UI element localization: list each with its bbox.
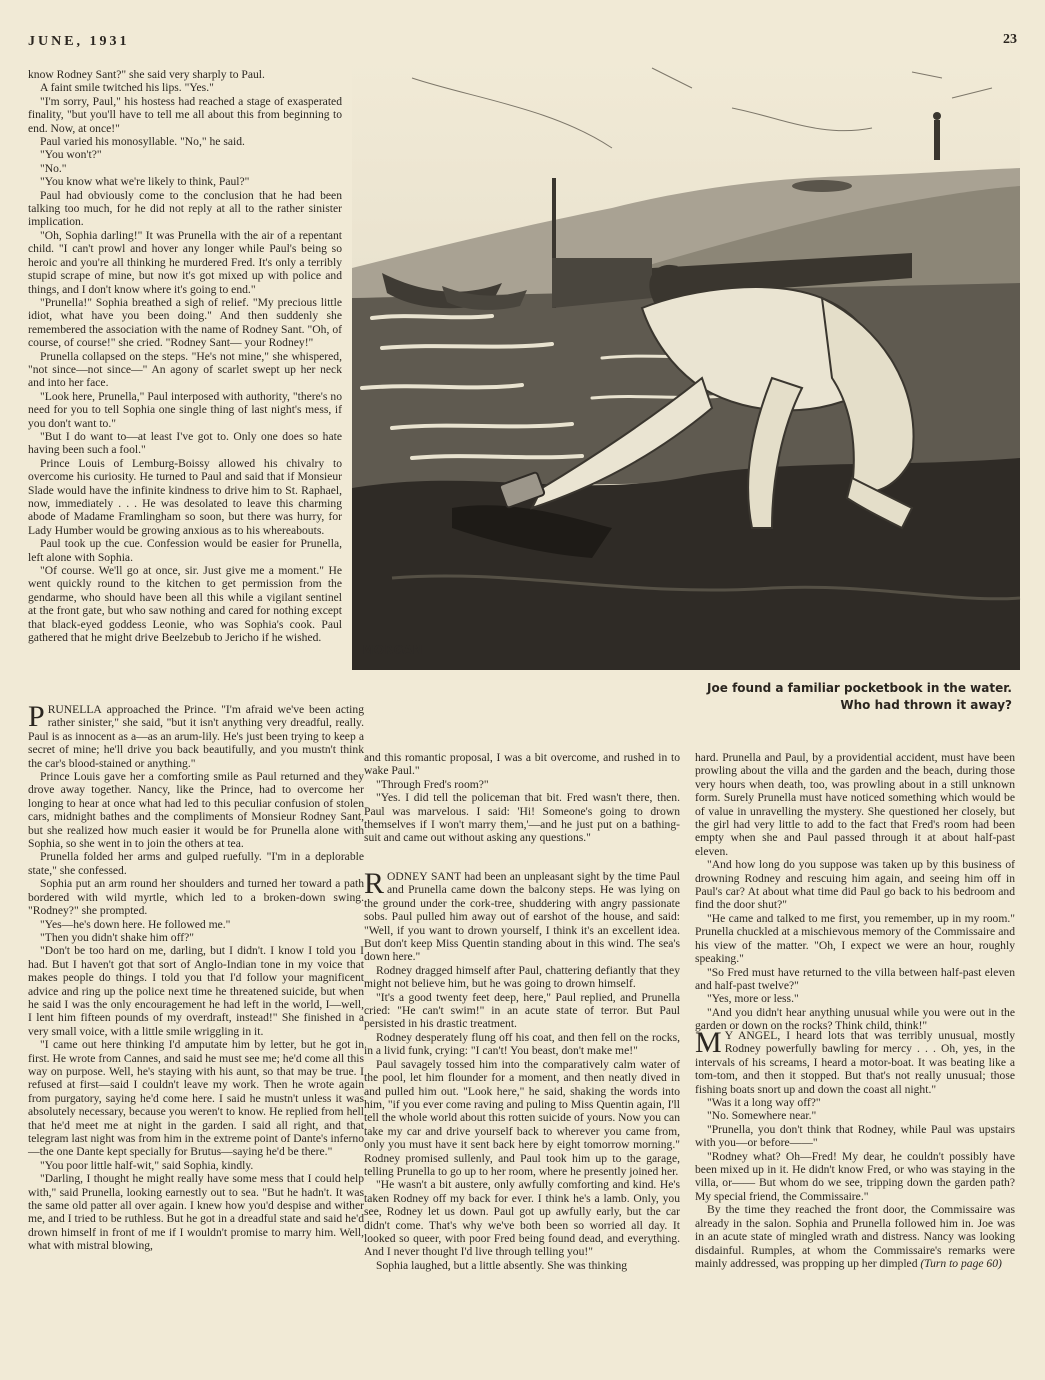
paragraph: Paul savagely tossed him into the comparatively calm water of the pool, let him flounder for a moment, and then neatly dived in and pulled him out. "Look here," he said, shaking the words into him, "if you ever come raving and puling to Miss Quentin again, I'll tell the whole world about this rotten suicide of yours. Now you can take my car and drive yourself back to wherever you came from, only you must have it sent back here by eight tomorrow morning." Rodney promised sullenly, and Paul took him up to the garage, telling Prunella to go up to her room, where he presently joined her.	[364, 1057, 680, 1178]
paragraph: Paul had obviously come to the conclusion that he had been talking too much, for he did not reply at all to the rather sinister implication.	[28, 188, 342, 229]
paragraph: Sophia put an arm round her shoulders and turned her toward a path bordered with wild myrtle, which led to a broken-down swing. "Rodney?" she prompted.	[28, 877, 364, 918]
paragraph: By the time they reached the front door, the Commissaire was already in the salon. Sophia and Prunella followed him in. Joe was in an acute state of mingled wrath and distress. Nancy was looking disdainful. Rumples, at whom the Commissaire's remarks were mainly addressed, was propping up her dimpled (Turn to page 60)	[695, 1203, 1015, 1270]
illustration-drawing	[352, 58, 1020, 670]
paragraph-text: SANT had been an unpleasant sight by the time Paul and Prunella came down the balcony steps. He was lying on the ground under the cork-tree, shuddering with angry passionate sobs. Paul pulled him away out of earshot of the house, and said: "Well, if you want to drown yourself, I think it's an excellent idea. But don't keep Miss Quentin standing about in this wind. The sea's down here."	[364, 870, 680, 964]
story-illustration	[352, 58, 1020, 670]
paragraph: "But I do want to—at least I've got to. Only one does so hate having been such a fool."	[28, 429, 342, 457]
section-opening-paragraph	[364, 867, 680, 964]
paragraph-text: approached the Prince. "I'm afraid we've been acting rather sinister," she said, "but it isn't anything very dreadful, really. Paul is as innocent as a—as an arum-lily. He's just been trying to keep a secret of mine; he'll drive you back beautifully, and you mustn't think the car's blood-stained or anything."	[28, 703, 364, 770]
page-number: 23	[1003, 32, 1017, 47]
paragraph: "I'm sorry, Paul," his hostess had reached a stage of exasperated finality, "but you'll have to tell me all about this from beginning to end. Now, at once!"	[28, 94, 342, 135]
paragraph: "You poor little half-wit," said Sophia, kindly.	[40, 1158, 254, 1172]
illustration-caption: Joe found a familiar pocketbook in the water. Who had thrown it away?	[707, 681, 1012, 712]
lead-in: ODNEY	[387, 870, 428, 883]
column-1-top	[28, 68, 342, 693]
lead-in: RUNELLA	[47, 703, 102, 716]
paragraph: "No."	[40, 161, 67, 175]
paragraph: "No. Somewhere near."	[707, 1109, 817, 1123]
paragraph: "Yes—he's down here. He followed me."	[40, 917, 231, 931]
paragraph: Rodney dragged himself after Paul, chattering defiantly that they might not believe him, but he was going to drown himself.	[364, 963, 680, 991]
paragraph: "Of course. We'll go at once, sir. Just give me a moment." He went quickly round to the kitchen to get permission from the gendarme, who should have been all this while a vigilant sentinel at the front gate, but who saw nothing and cared for nothing except that black-eyed goddess Leonie, who was Sophia's cook. Paul gathered that he might drive Beelzebub to Jericho if he wished.	[28, 564, 342, 645]
column-2-top	[364, 751, 680, 861]
paragraph-text: I heard lots that was terribly unusual, mostly Rodney powerfully bawling for mercy . . . Oh, yes, in the intervals of his screams, I heard a motor-boat. It was beating like a tom-tom, and then it stopped. But that's not really unusual; those fishing boats snort up and down the coast all night."	[695, 1029, 1015, 1096]
paragraph: "And you didn't hear anything unusual while you were out in the garden or down on the rocks? Think child, think!"	[695, 1005, 1015, 1033]
column-3-bottom	[695, 1026, 1015, 1371]
drop-cap: P	[28, 700, 45, 733]
paragraph: "You won't?"	[40, 148, 102, 162]
column-1-bottom	[28, 700, 364, 1371]
paragraph: know Rodney Sant?" she said very sharply to Paul.	[28, 68, 265, 81]
paragraph: "You know what we're likely to think, Paul?"	[40, 175, 250, 189]
paragraph: "Prunella, you don't think that Rodney, while Paul was upstairs with you—or before——"	[695, 1122, 1015, 1150]
column-3-top	[695, 751, 1015, 1033]
paragraph: Prunella folded her arms and gulped ruefully. "I'm in a deplorable state," she confessed.	[28, 850, 364, 877]
paragraph: Prince Louis of Lemburg-Boissy allowed his chivalry to overcome his curiosity. He turned to Paul and said that if Monsieur Slade would have the infinite kindness to drive him to St. Raphael, now, immediately . . . He was desolated to leave this charming abode of Madame Framlingham so soon, but there was hurry, for Lady Humber would be growing anxious as to his whereabouts.	[28, 456, 342, 537]
paragraph: "Rodney what? Oh—Fred! My dear, he couldn't possibly have been mixed up in it. He didn't know Fred, or who was staying in the villa, or—— But whom do we see, tripping down the garden path? My special friend, the Commissaire."	[695, 1149, 1015, 1203]
paragraph: hard. Prunella and Paul, by a providential accident, must have been prowling about the villa and the garden and the beach, during those very hours when death, too, was prowling about in a still unknown form. Surely Prunella must have noticed something which would be of value in unravelling the mystery. She questioned her closely, but the girl had very little to add to the fact that Fred's room had been empty when she and Paul passed through it at about half-past eleven.	[695, 751, 1015, 858]
paragraph: "So Fred must have returned to the villa between half-past eleven and half-past twelve?"	[695, 965, 1015, 992]
paragraph: "It's a good twenty feet deep, here," Paul replied, and Prunella cried: "He can't swim!" in an acute state of terror. But Paul persisted in his drastic treatment.	[364, 990, 680, 1031]
column-2-bottom	[364, 867, 680, 1371]
paragraph: and this romantic proposal, I was a bit overcome, and rushed in to wake Paul."	[364, 751, 680, 778]
drop-cap: R	[364, 867, 385, 900]
paragraph: Prince Louis gave her a comforting smile as Paul returned and they drove away together. Nancy, like the Prince, had to overcome her longing to hear at once what had led to this peculiar confusion of stolen cars, midnight bathes and the compliments of Monsieur Rodney Sant, but she realized how much easier it would be for Prunella alone with Sophia, so she went in to join the others at tea.	[28, 770, 364, 851]
paragraph: "Oh, Sophia darling!" It was Prunella with the air of a repentant child. "I can't prowl and hover any longer while Paul's being so heroic and you're all thinking he murdered Fred. It's only a terribly stupid scrape of mine, but now it's got mixed up with police and things, and I don't know where it's going to end."	[28, 228, 342, 296]
paragraph: "Yes, more or less."	[707, 992, 799, 1006]
paragraph: "He wasn't a bit austere, only awfully comforting and kind. He's taken Rodney off my back for ever. I think he's a lamb. Only, you see, Rodney let us down. Paul got up awfully early, but the car didn't come. That's why we've both been so worried all day. It looked so queer, with poor Fred being found dead, and everything. And I never thought I'd live through telling you!"	[364, 1178, 680, 1259]
paragraph: Paul varied his monosyllable. "No," he said.	[40, 135, 245, 149]
paragraph: "Look here, Prunella," Paul interposed with authority, "there's no need for you to tell Sophia one single thing of last night's mess, if you don't want to."	[28, 389, 342, 430]
paragraph: A faint smile twitched his lips. "Yes."	[40, 81, 214, 95]
section-opening-paragraph	[28, 700, 364, 770]
paragraph: "Through Fred's room?"	[376, 777, 489, 791]
drop-cap: M	[695, 1026, 722, 1059]
paragraph: "Don't be too hard on me, darling, but I didn't. I know I told you I had. But I haven't got that sort of Anglo-Indian tone in my voice that makes people do things. I told you that I'd follow your magnificent advice and ring up the police next time he threatened suicide, but when he said I was the only encouragement he had left in the world, I—well, I lent him fifteen pounds of my overdraft, instead!" She finished in a very small voice, with a little smile wriggling in it.	[28, 944, 364, 1038]
paragraph: "He came and talked to me first, you remember, up in my room." Prunella chuckled at a mischievous memory of the Commissaire and his view of the matter. "Oh, I expect we were an hour, roughly speaking."	[695, 911, 1015, 966]
paragraph: "Darling, I thought he might really have some mess that I could help with," said Prunella, looking earnestly out to sea. "But he hadn't. It was the same old patter all over again. I knew how you'd despise and wither me, and I tried to be ruthless. But he got in a dreadful state and said he'd drown himself in front of me if I wouldn't promise to marry him. Well, what with mistral blowing,	[28, 1172, 364, 1253]
artist-signature: MORGAN	[362, 643, 423, 657]
paragraph: Prunella collapsed on the steps. "He's not mine," she whispered, "not since—not since—" An agony of scarlet swept up her neck and into her face.	[28, 349, 342, 390]
paragraph: "Yes. I did tell the policeman that bit. Fred wasn't there, then. Paul was marvelous. I said: 'Hi! Someone's going to drown themselves if I won't marry them,'—and he just put on a bathing-suit and came out without asking any questions."	[364, 791, 680, 845]
continued-link: (Turn to page 60)	[917, 1256, 1002, 1270]
section-opening-paragraph	[695, 1026, 1015, 1096]
paragraph: Paul took up the cue. Confession would be easier for Prunella, left alone with Sophia.	[28, 537, 342, 564]
paragraph: "Prunella!" Sophia breathed a sigh of relief. "My precious little idiot, what have you been doing." And then suddenly she remembered the association with the name of Rodney Sant. "Oh, of course, of course!" she cried. "Rodney Sant— your Rodney!"	[28, 295, 342, 350]
paragraph: "Was it a long way off?"	[707, 1096, 821, 1110]
issue-date: JUNE, 1931	[28, 34, 130, 49]
paragraph: "Then you didn't shake him off?"	[40, 930, 194, 944]
paragraph: Sophia laughed, but a little absently. She was thinking	[376, 1258, 628, 1272]
paragraph: Rodney desperately flung off his coat, and then fell on the rocks, in a livid funk, crying: "I can't! You beast, don't make me!"	[364, 1030, 680, 1058]
paragraph: "And how long do you suppose was taken up by this business of drowning Rodney and rescuing him again, and seeing him off in Paul's car? At about what time did Paul go back to his bedroom and find the door shut?"	[695, 858, 1015, 912]
paragraph: "I came out here thinking I'd amputate him by letter, but he got in first. He wrote from Cannes, and said he must see me; he'd come all this way on purpose. Well, he's staying with his aunt, so that may be true. I refused at first—said I couldn't leave my work. Then he wrote again from purgatory, saying he'd come here. I said he mustn't unless it was absolutely necessary, because you weren't to know. He replied from hell that he'd meet me at night in the garden. I said all right, and that telegram last night was from him in the extreme point of Dante's inferno—the one Dante kept specially for Brutus—saying he'd be there."	[28, 1038, 364, 1159]
lead-in: Y ANGEL,	[724, 1029, 781, 1042]
